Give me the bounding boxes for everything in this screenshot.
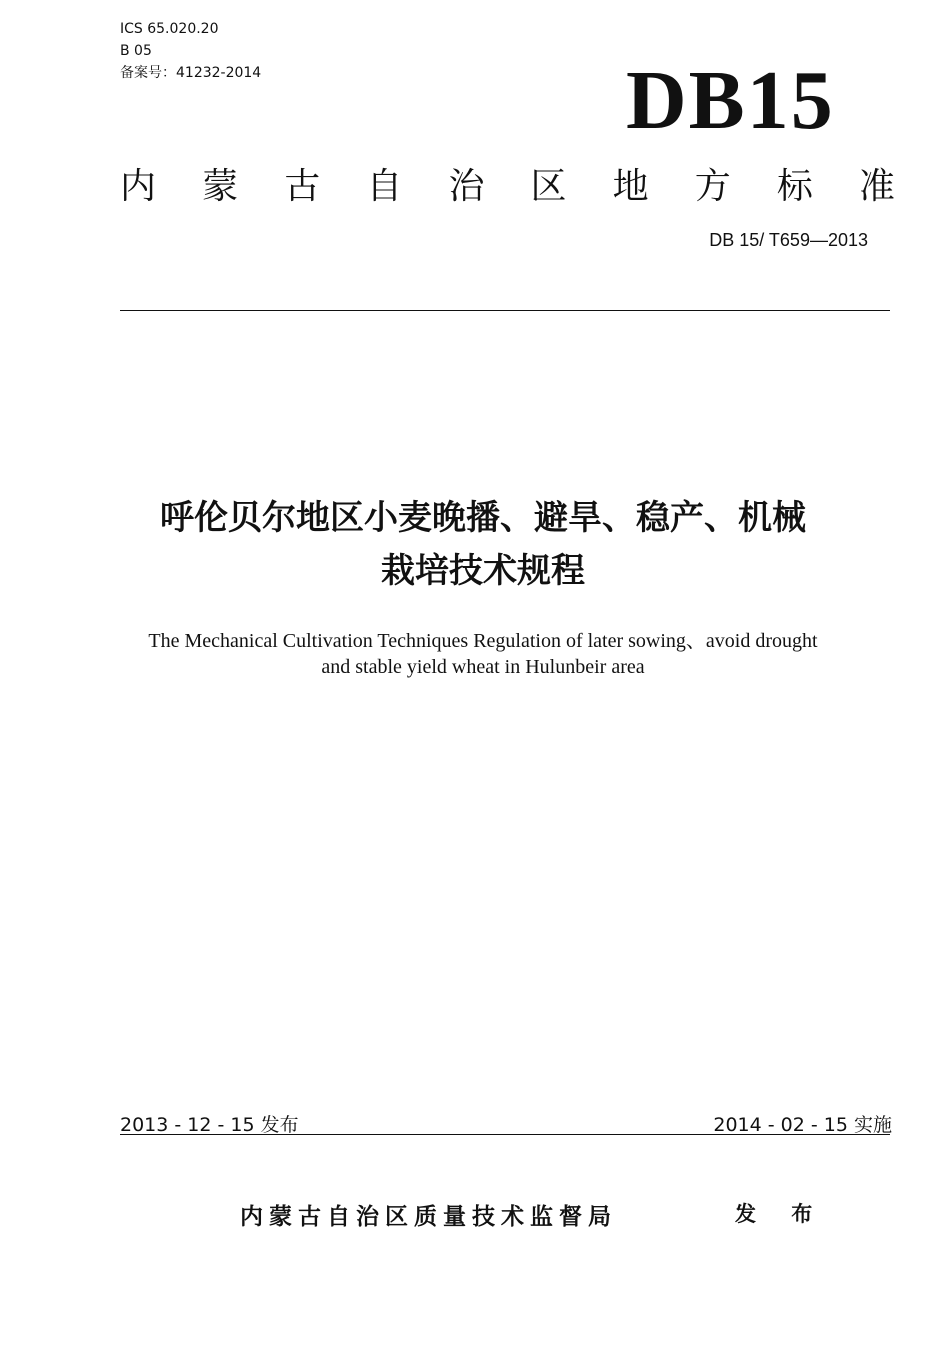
org-char: 标 — [776, 166, 813, 207]
org-char: 蒙 — [202, 166, 239, 207]
org-char: 古 — [284, 166, 321, 207]
standard-code: DB 15/ T659—2013 — [709, 230, 868, 250]
title-en-line2: and stable yield wheat in Hulunbeir area — [321, 656, 645, 678]
org-char: 地 — [612, 166, 649, 207]
issue-date: 2013 - 12 - 15 发布 — [120, 1114, 299, 1136]
title-zh-line2: 栽培技术规程 — [381, 551, 585, 591]
record-number: 备案号：41232-2014 — [120, 65, 262, 81]
standard-category — [120, 158, 895, 209]
org-char: 自 — [366, 166, 403, 207]
implement-date: 2014 - 02 - 15 实施 — [713, 1114, 892, 1136]
org-char: 方 — [694, 166, 731, 207]
header-divider — [120, 310, 890, 311]
title-en-line1: The Mechanical Cultivation Techniques Regulation of later sowing、avoid drought — [148, 630, 818, 652]
db15-logo: DB15 — [626, 54, 835, 147]
publisher-name: 内蒙古自治区质量技术监督局 — [240, 1204, 617, 1230]
org-char: 内 — [120, 166, 157, 207]
title-zh-line1: 呼伦贝尔地区小麦晚播、避旱、稳产、机械 — [160, 498, 806, 538]
publish-label: 发 布 — [735, 1202, 827, 1226]
org-char: 区 — [530, 166, 567, 207]
date-divider — [120, 1134, 890, 1135]
org-char: 治 — [448, 166, 485, 207]
org-char: 准 — [858, 166, 895, 207]
ics-code: ICS 65.020.20 — [120, 21, 219, 37]
ccs-code: B 05 — [120, 43, 152, 59]
